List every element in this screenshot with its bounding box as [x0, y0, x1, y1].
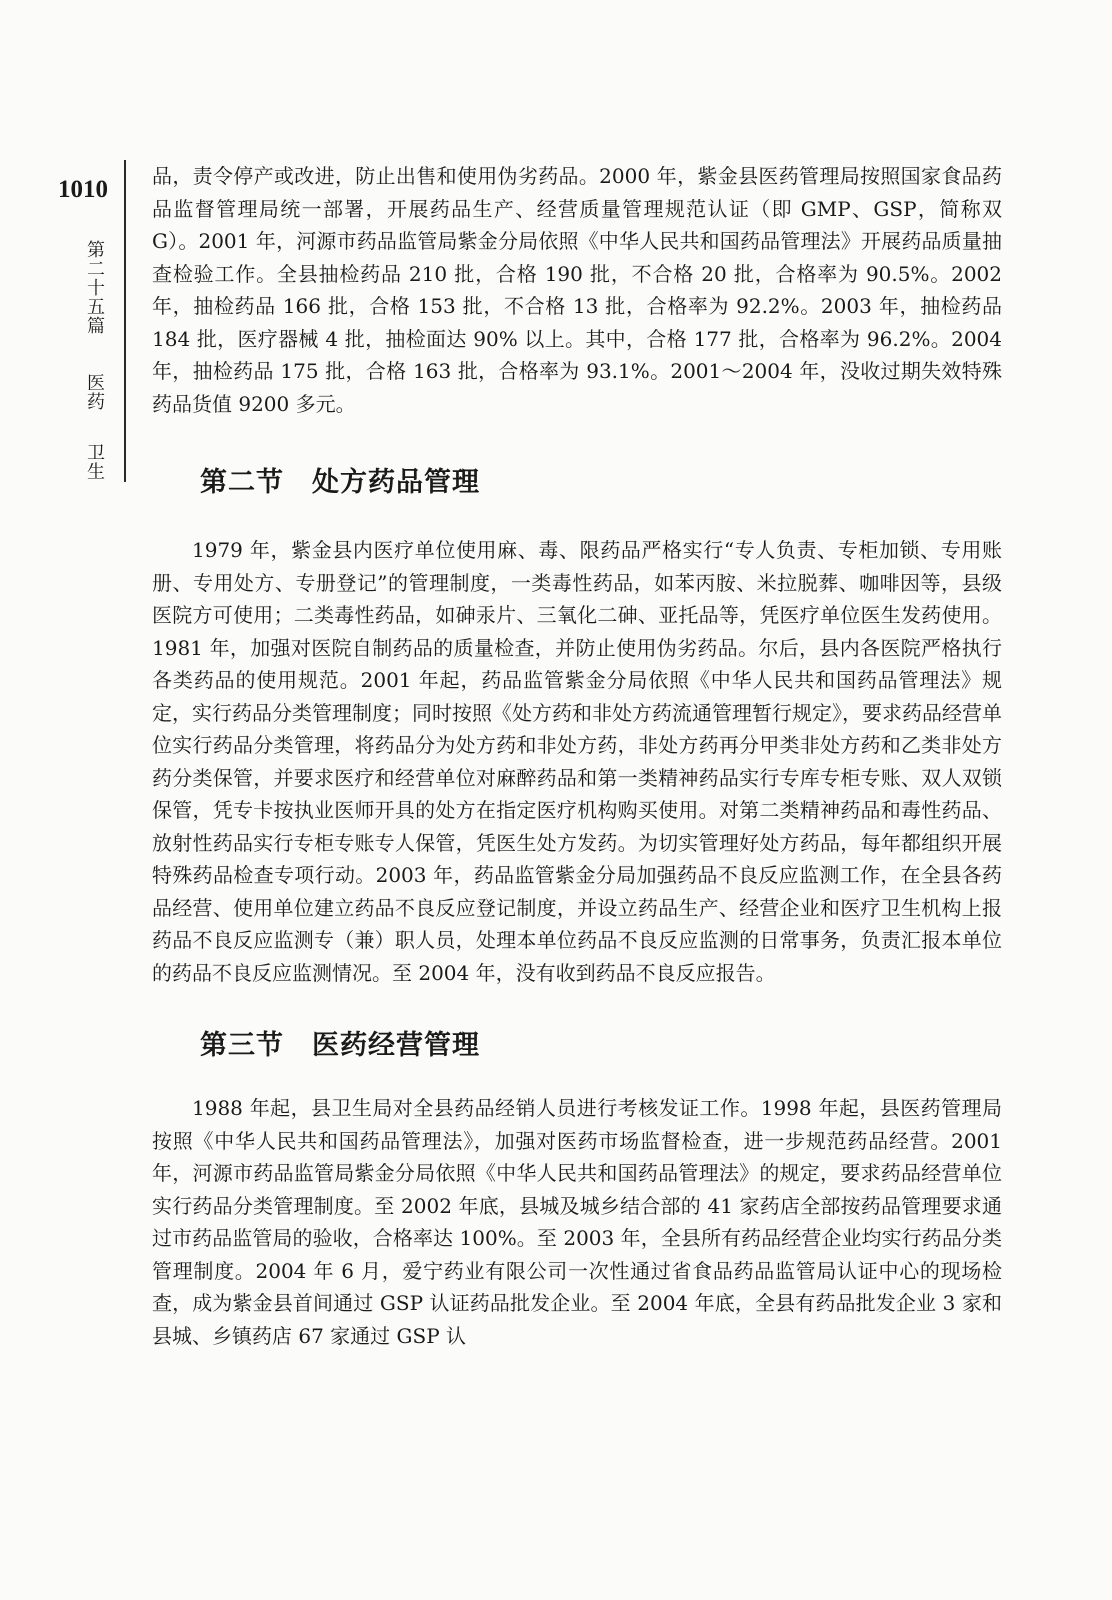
intro-paragraph: 品，责令停产或改进，防止出售和使用伪劣药品。2000 年，紫金县医药管理局按照国家食品药品监督管理局统一部署，开展药品生产、经营质量管理规范认证（即 GMP、GSP，简称双 G）。2001 年，河源市药品监管局紫金分局依照《中华人民共和国药品管理法》开展药品质量抽查检验工作。全县抽检药品 210 批，合格 190 批，不合格 20 批，合格率为 90.5%。2002 年，抽检药品 166 批，合格 153 批，不合格 13 批，合格率为 92.2%。2003 年，抽检药品 184 批，医疗器械 4 批，抽检面达 90% 以上。其中，合格 177 批，合格率为 96.2%。2004 年，抽检药品 175 批，合格 163 批，合格率为 93.1%。2001～2004 年，没收过期失效特殊药品货值 9200 多元。: [152, 164, 1002, 416]
running-header-part: 第二十五篇: [84, 240, 105, 335]
section-2-paragraph: 1979 年，紫金县内医疗单位使用麻、毒、限药品严格实行“专人负责、专柜加锁、专用账册、专用处方、专册登记”的管理制度，一类毒性药品，如苯丙胺、米拉脱葬、咖啡因等，县级医院方可使用；二类毒性药品，如砷汞片、三氧化二砷、亚托品等，凭医疗单位医生发药使用。1981 年，加强对医院自制药品的质量检查，并防止使用伪劣药品。尔后，县内各医院严格执行各类药品的使用规范。2001 年起，药品监管紫金分局依照《中华人民共和国药品管理法》规定，实行药品分类管理制度；同时按照《处方药和非处方药流通管理暂行规定》，要求药品经营单位实行药品分类管理，将药品分为处方药和非处方药，非处方药再分甲类非处方药和乙类非处方药分类保管，并要求医疗和经营单位对麻醉药品和第一类精神药品实行专库专柜专账、双人双锁保管，凭专卡按执业医师开具的处方在指定医疗机构购买使用。对第二类精神药品和毒性药品、放射性药品实行专柜专账专人保管，凭医生处方发药。为切实管理好处方药品，每年都组织开展特殊药品检查专项行动。2003 年，药品监管紫金分局加强药品不良反应监测工作，在全县各药品经营、使用单位建立药品不良反应登记制度，并设立药品生产、经营企业和医疗卫生机构上报药品不良反应监测专（兼）职人员，处理本单位药品不良反应监测的日常事务，负责汇报本单位的药品不良反应监测情况。至 2004 年，没有收到药品不良反应报告。: [152, 538, 1002, 985]
page-number: 1010: [58, 176, 108, 203]
running-header-subject-1: 医药: [84, 373, 105, 411]
section-3-paragraph: 1988 年起，县卫生局对全县药品经销人员进行考核发证工作。1998 年起，县医药管理局按照《中华人民共和国药品管理法》，加强对医药市场监督检查，进一步规范药品经营。2001 年，河源市药品监管局紫金分局依照《中华人民共和国药品管理法》的规定，要求药品经营单位实行药品分类管理制度。至 2002 年底，县城及城乡结合部的 41 家药店全部按药品管理要求通过市药品监管局的验收，合格率达 100%。至 2003 年，全县所有药品经营企业均实行药品分类管理制度。2004 年 6 月，爱宁药业有限公司一次性通过省食品药品监管局认证中心的现场检查，成为紫金县首间通过 GSP 认证药品批发企业。至 2004 年底，全县有药品批发企业 3 家和县城、乡镇药店 67 家通过 GSP 认: [152, 1096, 1002, 1348]
section-3-heading: 第三节 医药经营管理: [200, 1030, 480, 1061]
section-2-heading: 第二节 处方药品管理: [200, 467, 480, 498]
margin-rule: [124, 160, 126, 482]
running-header: [78, 240, 110, 481]
running-header-subject-2: 卫生: [84, 443, 105, 481]
page-content: [152, 160, 1002, 1352]
